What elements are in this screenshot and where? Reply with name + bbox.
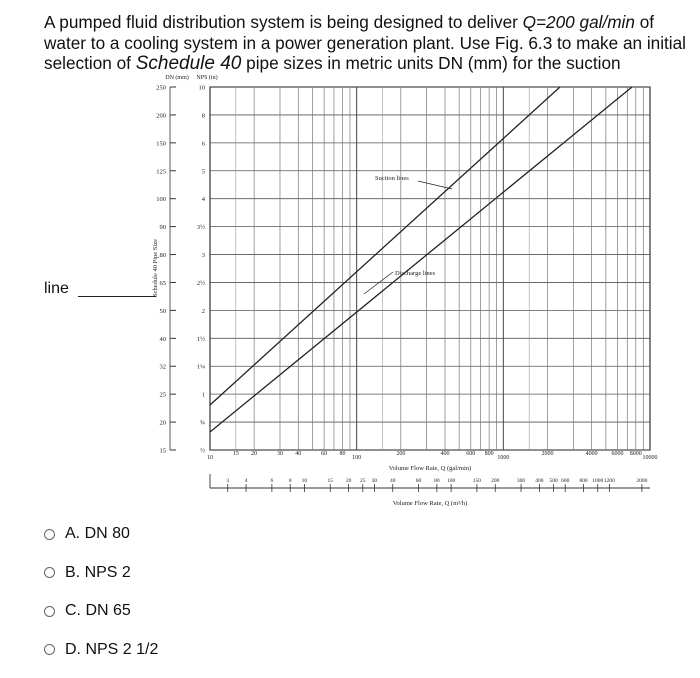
answer-choices (44, 524, 158, 678)
nps-tick-label: 2½ (196, 279, 205, 287)
m3h-tick-label: 10 (301, 478, 308, 484)
gpm-tick-label: 200 (396, 451, 406, 457)
m3h-tick-label: 4 (244, 478, 248, 484)
radio-b[interactable] (44, 567, 55, 578)
m3h-tick-label: 800 (579, 478, 588, 484)
dn-tick-label: 65 (159, 279, 166, 287)
gpm-tick-label: 10 (207, 455, 213, 461)
m3h-tick-label: 30 (371, 478, 378, 484)
nps-tick-label: 10 (198, 84, 205, 92)
nps-tick-label: 1¼ (196, 363, 205, 371)
gpm-tick-label: 20 (251, 451, 258, 457)
m3h-tick-label: 25 (360, 478, 366, 484)
dn-tick-label: 15 (159, 447, 166, 455)
y-axis-label: Schedule 40 Pipe Size (152, 239, 159, 297)
m3h-tick-label: 1000 (592, 478, 604, 484)
gpm-tick-label: 400 (440, 451, 450, 457)
m3h-tick-label: 300 (516, 478, 526, 484)
dn-tick-label: 90 (159, 224, 166, 232)
choice-c[interactable]: C. DN 65 (44, 601, 158, 621)
nps-tick-label: 5 (201, 168, 205, 176)
dn-tick-label: 80 (159, 252, 166, 260)
nps-tick-label: 2 (201, 307, 205, 315)
radio-d[interactable] (44, 644, 55, 655)
dn-tick-label: 100 (156, 196, 166, 204)
dn-header: DN (mm) (165, 75, 189, 81)
gpm-tick-label: 4000 (585, 451, 598, 457)
gpm-tick-label: 6000 (611, 451, 624, 457)
radio-c[interactable] (44, 606, 55, 617)
m3h-tick-label: 20 (345, 478, 352, 484)
dn-tick-label: 20 (159, 419, 166, 427)
gpm-tick-label: 10000 (642, 455, 658, 461)
dn-tick-label: 25 (159, 391, 166, 399)
nps-header: NPS (in) (196, 75, 218, 81)
m3h-axis-label: Volume Flow Rate, Q (m³/h) (392, 500, 468, 507)
gpm-tick-label: 15 (232, 451, 239, 457)
choice-b[interactable]: B. NPS 2 (44, 563, 158, 583)
nps-tick-label: ¾ (200, 419, 205, 427)
gpm-axis-label: Volume Flow Rate, Q (gal/min) (388, 465, 472, 472)
gpm-tick-label: 2000 (541, 451, 554, 457)
nps-tick-label: 3½ (196, 224, 205, 232)
suction-leader (418, 181, 452, 189)
gpm-tick-label: 1000 (497, 455, 510, 461)
m3h-tick-label: 600 (561, 478, 570, 484)
suction-line-upper (210, 87, 560, 405)
dn-tick-label: 150 (156, 140, 166, 148)
gpm-tick-label: 100 (352, 455, 362, 461)
gpm-tick-label: 30 (276, 451, 283, 457)
discharge-label: Discharge lines (395, 270, 436, 277)
m3h-tick-label: 2000 (636, 478, 648, 484)
dn-tick-label: 200 (156, 112, 166, 120)
m3h-tick-label: 3 (226, 478, 230, 484)
plot-frame (210, 87, 650, 450)
dn-tick-label: 32 (159, 363, 166, 371)
m3h-tick-label: 15 (327, 478, 333, 484)
m3h-tick-label: 1200 (603, 478, 615, 484)
gpm-tick-label: 800 (484, 451, 494, 457)
gpm-tick-label: 600 (466, 451, 476, 457)
m3h-tick-label: 400 (535, 478, 544, 484)
choice-d[interactable]: D. NPS 2 1/2 (44, 640, 158, 660)
chart-labels (152, 74, 658, 507)
question-text: A pumped fluid distribution system is being designed to deliver Q=200 gal/min of water to a cooling system in a power generation plant. Use Fig. 6.3 to make an initial selection of Schedule 40 pipe sizes in metric units DN (mm) for the suction (44, 12, 687, 74)
nps-tick-label: 1 (201, 391, 205, 399)
choice-a[interactable]: A. DN 80 (44, 524, 158, 544)
m3h-tick-label: 80 (434, 478, 440, 484)
dn-tick-label: 40 (159, 335, 166, 343)
m3h-tick-label: 60 (415, 478, 422, 484)
chart-grid (170, 84, 650, 492)
m3h-tick-label: 6 (270, 478, 274, 484)
nps-tick-label: 6 (201, 140, 205, 148)
m3h-tick-label: 500 (549, 478, 558, 484)
gpm-tick-label: 60 (321, 451, 328, 457)
gpm-tick-label: 40 (295, 451, 302, 457)
radio-a[interactable] (44, 529, 55, 540)
dn-tick-label: 125 (156, 168, 166, 176)
gpm-tick-label: 8000 (629, 451, 642, 457)
nps-tick-label: 3 (201, 252, 205, 260)
nps-tick-label: 8 (201, 112, 205, 120)
gpm-tick-label: 80 (339, 451, 346, 457)
discharge-leader (364, 272, 393, 294)
m3h-tick-label: 150 (472, 478, 482, 484)
dn-tick-label: 250 (156, 84, 166, 92)
m3h-tick-label: 200 (491, 478, 500, 484)
m3h-tick-label: 40 (389, 478, 396, 484)
nps-tick-label: 4 (201, 196, 205, 204)
line-label: line (44, 280, 69, 297)
nps-tick-label: 1½ (196, 335, 205, 343)
nps-tick-label: ½ (200, 447, 205, 455)
m3h-tick-label: 100 (446, 478, 456, 484)
m3h-tick-label: 8 (288, 478, 292, 484)
suction-label: Suction lines (375, 175, 409, 182)
dn-tick-label: 50 (159, 307, 166, 315)
chart-lines (210, 87, 632, 432)
suction-line (210, 87, 632, 432)
